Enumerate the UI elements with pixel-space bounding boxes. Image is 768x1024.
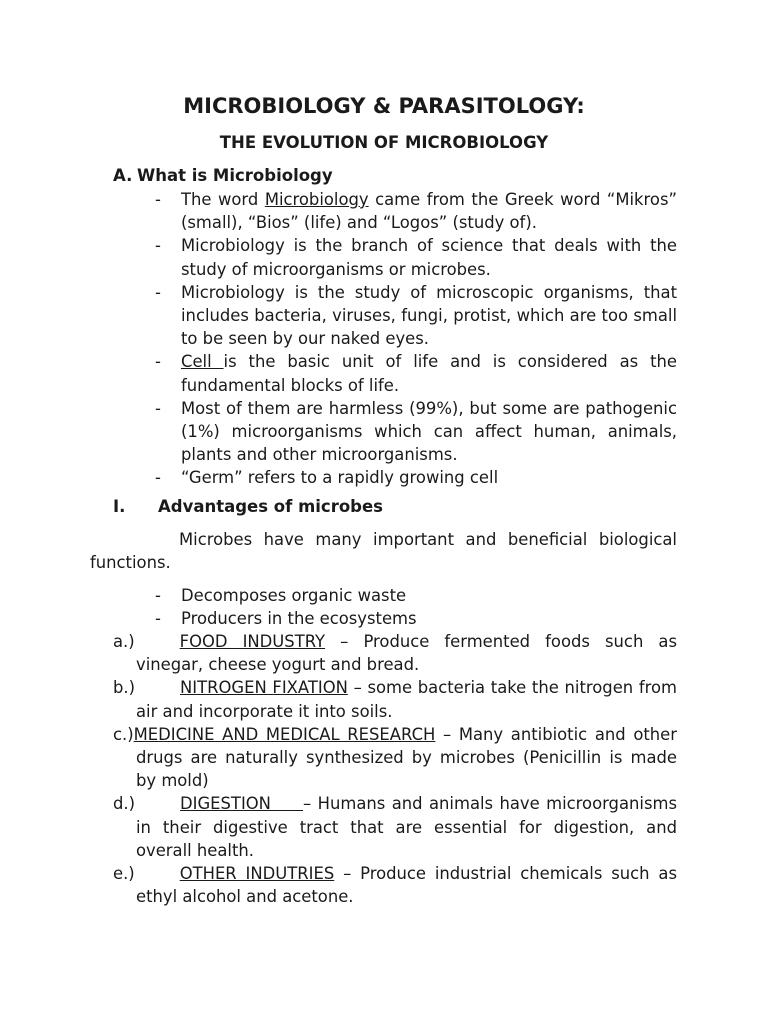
list-item: - Most of them are harmless (99%), but some are pathogenic (1%) microorganisms which can affect human, animals, plants and other microorganisms. (155, 398, 677, 465)
advantage-item-a: a.) FOOD INDUSTRY – Produce fermented foods such as vinegar, cheese yogurt and bread. (113, 632, 678, 675)
section-a-letter: A. (113, 166, 133, 185)
list-item: - Microbiology is the study of microscopic organisms, that includes bacteria, viruses, fungi, protist, which are too small to be seen by our naked eyes. (155, 282, 677, 349)
list-item: - Decomposes organic waste (155, 586, 407, 605)
section-a-title: What is Microbiology (137, 166, 333, 185)
section-i-heading (113, 495, 693, 519)
section-i-title: Advantages of microbes (158, 497, 383, 516)
section-i-paragraph: Microbes have many important and beneficial biological functions. (90, 530, 677, 573)
page-subtitle: THE EVOLUTION OF MICROBIOLOGY (219, 133, 549, 152)
advantage-item-d: d.) DIGESTION – Humans and animals have microorganisms in their digestive tract that are essential for digestion, and overall health. (113, 794, 677, 860)
list-item: - “Germ” refers to a rapidly growing cell (155, 468, 499, 488)
section-a-bullet-list (155, 188, 677, 490)
section-i-bullet-list (155, 584, 677, 630)
page-title: MICROBIOLOGY & PARASITOLOGY: (183, 94, 585, 118)
list-item: - Microbiology is the branch of science that deals with the study of microorganisms or microbes. (155, 236, 677, 279)
section-i-number: I. (113, 497, 126, 516)
advantage-item-e: e.) OTHER INDUTRIES – Produce industrial chemicals such as ethyl alcohol and acetone. (113, 864, 677, 907)
list-item: - Producers in the ecosystems (155, 609, 417, 629)
section-a-heading (113, 164, 693, 188)
advantage-item-c: c.)MEDICINE AND MEDICAL RESEARCH – Many antibiotic and other drugs are naturally synthesized by microbes (Penicillin is made by mold) (113, 724, 677, 791)
list-item: - Cell is the basic unit of life and is considered as the fundamental blocks of life. (155, 352, 677, 395)
list-item: - The word Microbiology came from the Greek word “Mikros” (small), “Bios” (life) and “Logos” (study of). (155, 190, 677, 233)
underlined-term: Microbiology (264, 190, 369, 209)
advantage-item-b: b.) NITROGEN FIXATION – some bacteria take the nitrogen from air and incorporate it into soils. (113, 678, 677, 721)
underlined-term: Cell (181, 352, 224, 372)
advantages-list (113, 630, 677, 908)
